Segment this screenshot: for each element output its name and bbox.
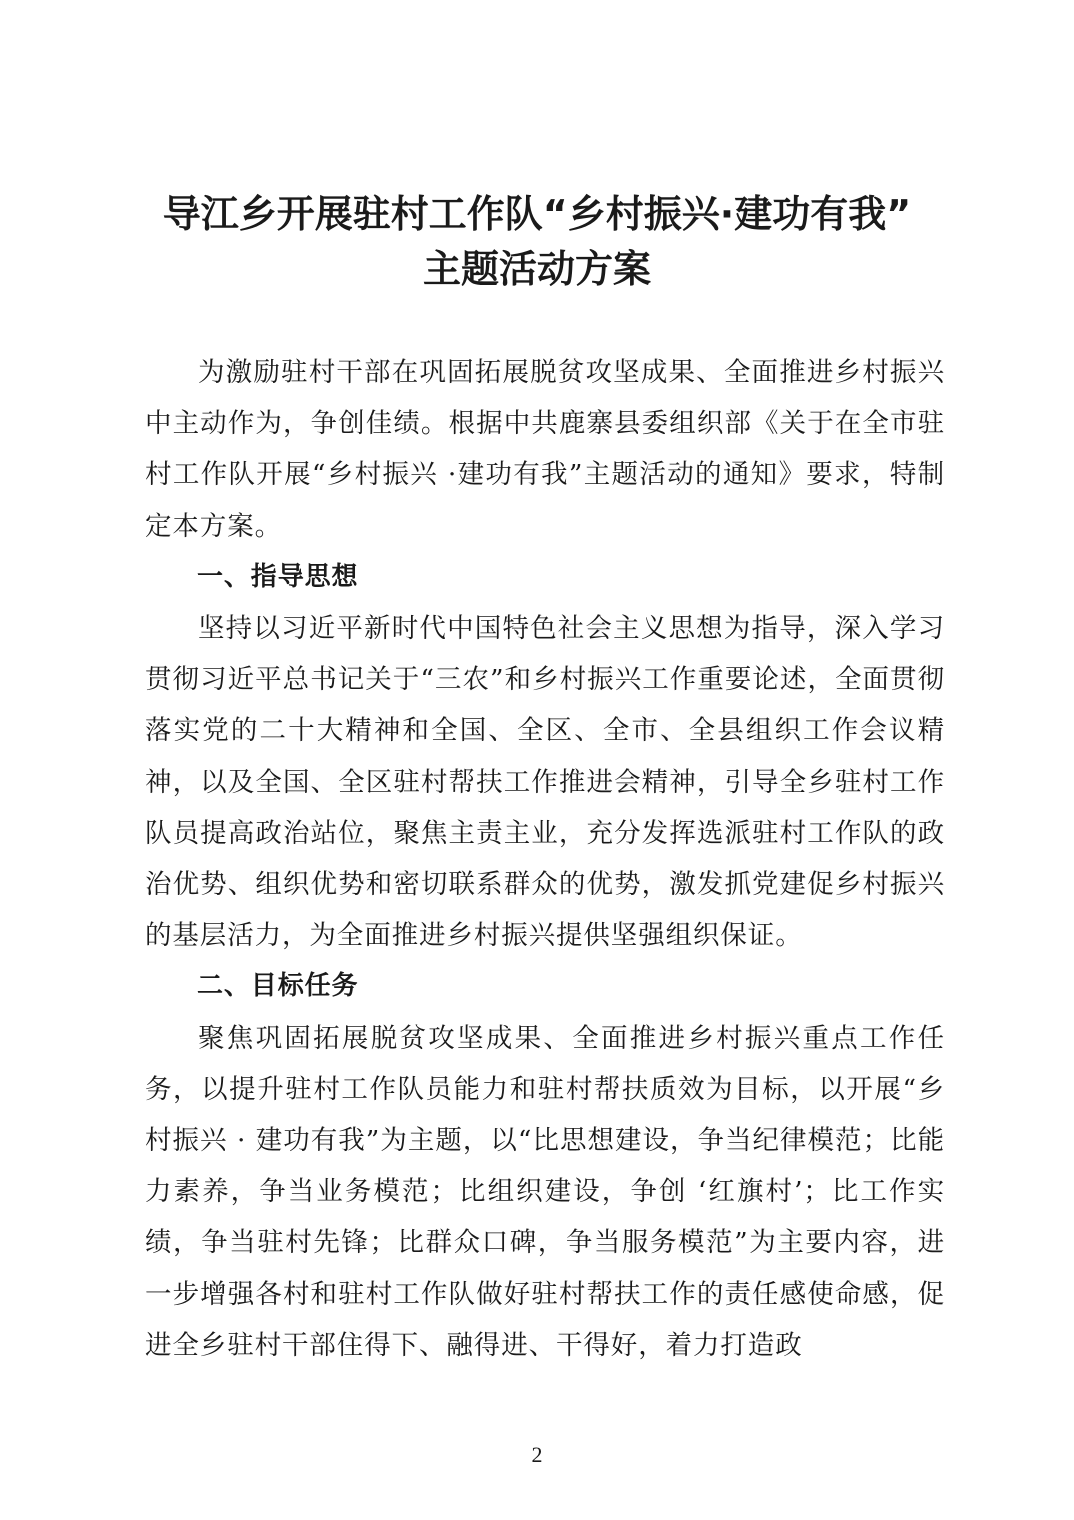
page-number: 2 [531,1442,543,1467]
section-heading-guiding-ideology: 一、指导思想 [197,561,359,592]
section-heading-objectives: 二、目标任务 [197,971,359,1002]
document-title-line1: 导江乡开展驻村工作队“乡村振兴·建功有我” [162,192,912,236]
guiding-ideology-paragraph: 坚持以习近平新时代中国特色社会主义思想为指导，深入学习贯彻习近平总书记关于“三农”和乡村振兴工作重要论述，全面贯彻落实党的二十大精神和全国、全区、全市、全县组织工作会议精神，以及全国、全区驻村帮扶工作推进会精神，引导全乡驻村工作队员提高政治站位，聚焦主责主业，充分发挥选派驻村工作队的政治优势、组织优势和密切联系群众的优势，激发抓党建促乡村振兴的基层活力，为全面推进乡村振兴提供坚强组织保证。 [145,613,945,952]
intro-paragraph: 为激励驻村干部在巩固拓展脱贫攻坚成果、全面推进乡村振兴中主动作为，争创佳绩。根据中共鹿寨县委组织部《关于在全市驻村工作队开展“乡村振兴 ·建功有我”主题活动的通知》要求，特制定本方案。 [145,357,945,542]
document-body [145,347,945,1371]
document-title-line2: 主题活动方案 [422,247,651,291]
objectives-paragraph: 聚焦巩固拓展脱贫攻坚成果、全面推进乡村振兴重点工作任务，以提升驻村工作队员能力和驻村帮扶质效为目标，以开展“乡村振兴 · 建功有我”为主题，以“比思想建设，争当纪律模范；比能力素养，争当业务模范；比组织建设，争创 ‘红旗村’；比工作实绩，争当驻村先锋；比群众口碑，争当服务模范”为主要内容，进一步增强各村和驻村工作队做好驻村帮扶工作的责任感使命感，促进全乡驻村干部住得下、融得进、干得好，着力打造政 [145,1022,945,1361]
